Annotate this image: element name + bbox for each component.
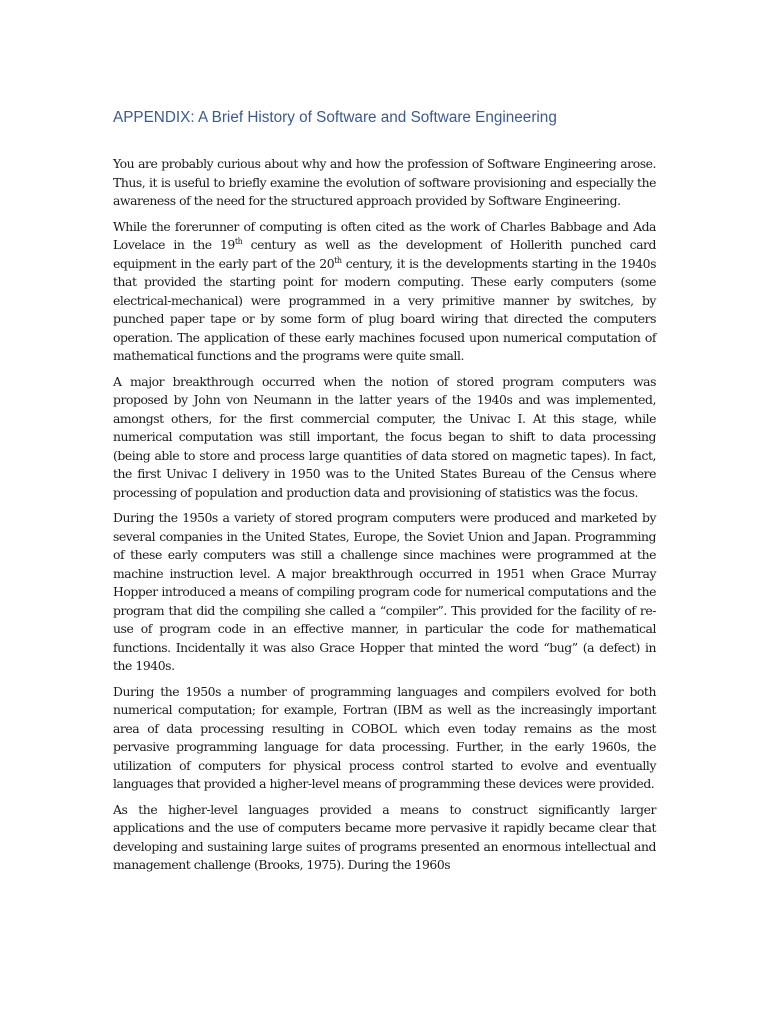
superscript-th-19: th (234, 237, 243, 246)
paragraph-stored-program (113, 373, 656, 503)
paragraph-higher-level-languages-text: As the higher-level languages provided a means to construct significantly larger applications and the use of computers became more pervasive it rapidly became clear that developing and sustaining large suites of programs presented an enormous intellectual and management challenge (Brooks, 1975). During the 1960s (113, 801, 656, 872)
paragraph-stored-program-text: A major breakthrough occurred when the notion of stored program computers was proposed by John von Neumann in the latter years of the 1940s and was implemented, amongst others, for the first commercial computer, the Univac I. At this stage, while numerical computation was still important, the focus began to shift to data processing (being able to store and process large quantities of data stored on magnetic tapes). In fact, the first Univac I delivery in 1950 was to the United States Bureau of the Census where processing of population and production data and provisioning of statistics was the focus. (113, 373, 656, 500)
paragraph-higher-level-languages (113, 801, 656, 875)
superscript-th-20: th (334, 255, 342, 265)
paragraph-forerunners (113, 218, 656, 366)
paragraph-1950s-computers-text: During the 1950s a variety of stored program computers were produced and marketed by several companies in the United States, Europe, the Soviet Union and Japan. Programming of these early computers was still a challenge since machines were programmed at the machine instruction level. A major breakthrough occurred in 1951 when Grace Murray Hopper introduced a means of compiling program code for numerical computations and the program that did the compiling she called a “compiler”. This provided for the facility of re-use of program code in an effective manner, in particular the code for mathematical functions. Incidentally it was also Grace Hopper that minted the word “bug” (a defect) in the 1940s. (113, 510, 656, 673)
paragraph-intro (113, 155, 656, 211)
body-text (113, 155, 656, 882)
paragraph-1950s-languages-text: During the 1950s a number of programming languages and compilers evolved for both numerical computation; for example, Fortran (IBM as well as the increasingly important area of data processing resulting in COBOL which even today remains as the most pervasive programming language for data processing. Further, in the early 1960s, the utilization of computers for physical process control started to evolve and eventually languages that provided a higher-level means of programming these devices were provided. (113, 683, 656, 791)
paragraph-forerunners-text-1: While the forerunner of computing is often cited as the work of Charles Babbage and Ada Lovelace in the 19 (113, 218, 656, 252)
paragraph-forerunners-text-2: century as well as the development of Hollerith punched card equipment in the early part of the 20 (113, 237, 656, 271)
appendix-heading: APPENDIX: A Brief History of Software and Software Engineering (113, 109, 557, 126)
paragraph-intro-text: You are probably curious about why and how the profession of Software Engineering arose. Thus, it is useful to briefly examine the evolution of software provisioning and especially the awareness of the need for the structured approach provided by Software Engineering. (113, 156, 656, 208)
paragraph-1950s-computers (113, 509, 656, 676)
paragraph-1950s-languages (113, 683, 656, 794)
paragraph-forerunners-text-3: century, it is the developments starting in the 1940s that provided the starting point for modern computing. These early computers (some electrical-mechanical) were programmed in a very primitive manner by switches, by punched paper tape or by some form of plug board wiring that directed the computers operation. The application of these early machines focused upon numerical computation of mathematical functions and the programs were quite small. (113, 255, 656, 363)
